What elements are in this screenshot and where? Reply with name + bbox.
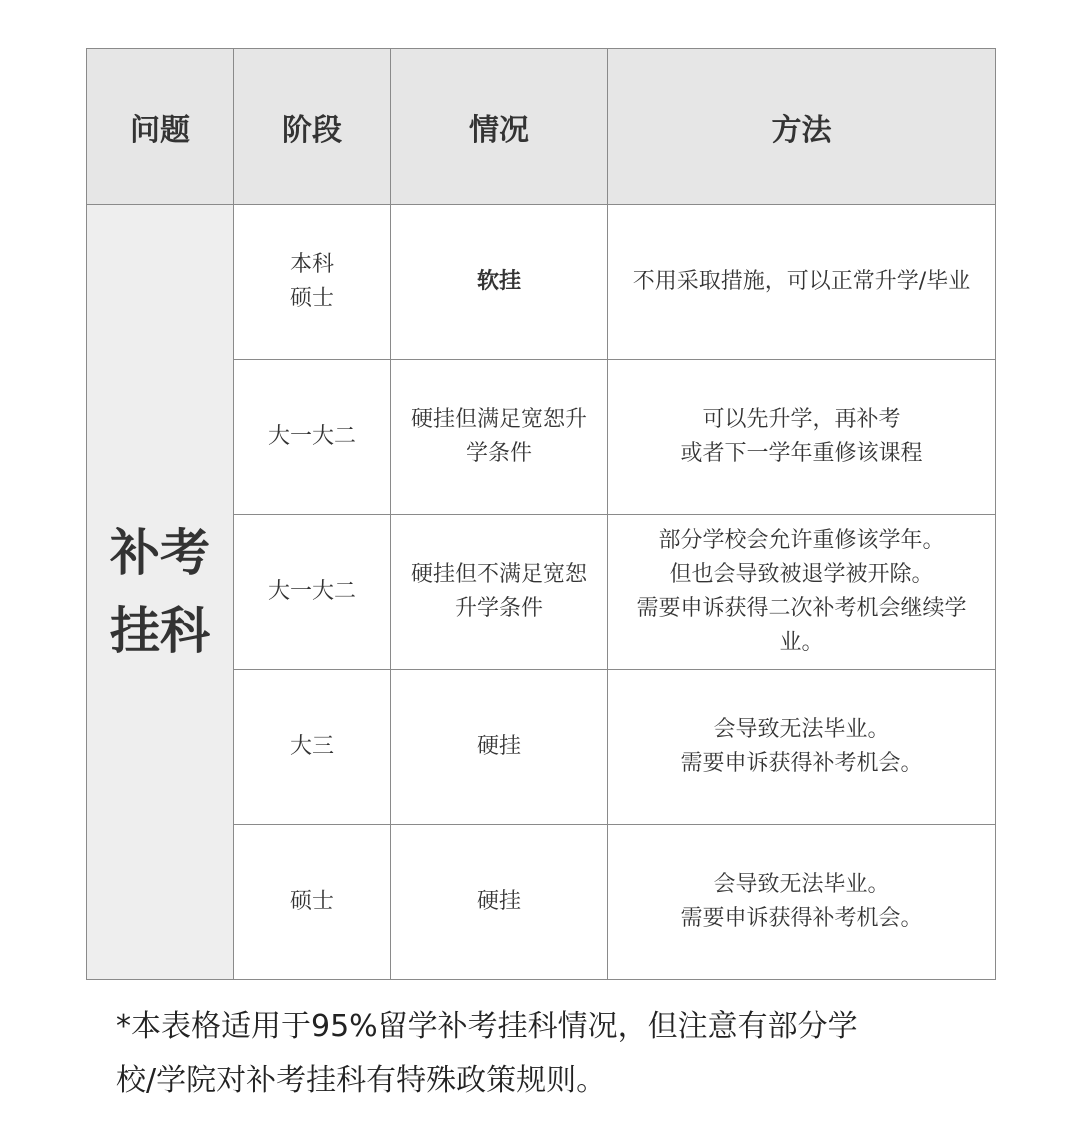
- situation-text: 硬挂但满足宽恕升: [410, 407, 587, 432]
- stage-text: 本科: [289, 252, 334, 277]
- situation-text: 硬挂: [476, 889, 521, 914]
- category-cell: [87, 205, 234, 980]
- stage-cell: [234, 670, 391, 825]
- table-header-row: [87, 49, 996, 205]
- stage-text: 大三: [289, 734, 334, 759]
- method-text: 但也会导致被退学被开除。: [669, 562, 934, 587]
- method-text: 部分学校会允许重修该学年。: [658, 528, 945, 553]
- situation-text: 硬挂但不满足宽恕: [410, 562, 587, 587]
- stage-cell: [234, 825, 391, 980]
- footnote-line: *本表格适用于95%留学补考挂科情况，但注意有部分学: [116, 1009, 858, 1044]
- method-text: 会导致无法毕业。: [713, 717, 890, 742]
- situation-text: 学条件: [465, 441, 532, 466]
- situation-text: 升学条件: [454, 596, 543, 621]
- footnote: [116, 1000, 986, 1108]
- header-situation: 情况: [391, 49, 608, 205]
- stage-cell: [234, 205, 391, 360]
- method-cell: [608, 360, 996, 515]
- footnote-line: 校/学院对补考挂科有特殊政策规则。: [116, 1063, 607, 1098]
- header-stage: 阶段: [234, 49, 391, 205]
- situation-cell: [391, 670, 608, 825]
- category-label-line: 补考: [110, 524, 210, 582]
- situation-cell: [391, 825, 608, 980]
- stage-text: 硕士: [289, 286, 334, 311]
- stage-cell: [234, 360, 391, 515]
- method-cell: [608, 825, 996, 980]
- method-text: 或者下一学年重修该课程: [680, 441, 923, 466]
- header-method: 方法: [608, 49, 996, 205]
- situation-text: 硬挂: [476, 734, 521, 759]
- situation-cell: [391, 360, 608, 515]
- situation-cell: [391, 515, 608, 670]
- method-cell: [608, 205, 996, 360]
- method-text: 需要申诉获得二次补考机会继续学: [636, 596, 967, 621]
- method-text: 业。: [779, 630, 824, 655]
- method-text: 需要申诉获得补考机会。: [680, 751, 923, 776]
- stage-text: 大一大二: [267, 424, 356, 449]
- header-issue: 问题: [87, 49, 234, 205]
- stage-text: 大一大二: [267, 579, 356, 604]
- method-text: 会导致无法毕业。: [713, 872, 890, 897]
- situation-text: 软挂: [476, 269, 521, 294]
- stage-text: 硕士: [289, 889, 334, 914]
- method-cell: [608, 670, 996, 825]
- method-cell: [608, 515, 996, 670]
- situation-cell: [391, 205, 608, 360]
- stage-cell: [234, 515, 391, 670]
- method-text: 不用采取措施，可以正常升学/毕业: [632, 269, 971, 294]
- table-row: [87, 205, 996, 360]
- method-text: 可以先升学，再补考: [702, 407, 901, 432]
- policy-table: [86, 48, 996, 980]
- method-text: 需要申诉获得补考机会。: [680, 906, 923, 931]
- category-label-line: 挂科: [110, 602, 210, 660]
